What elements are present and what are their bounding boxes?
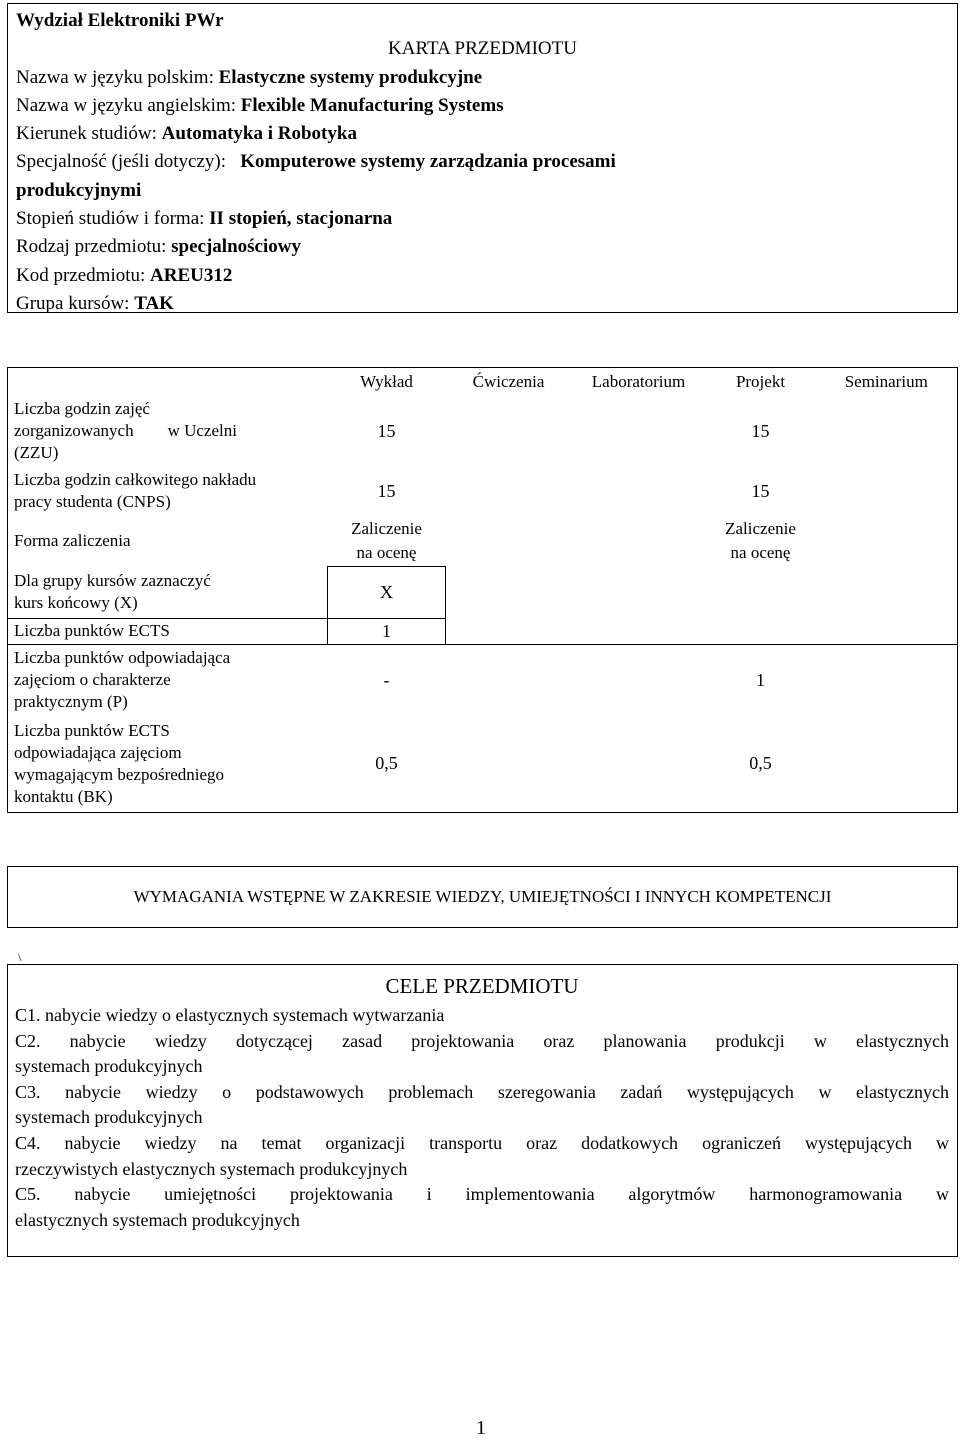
row-label — [8, 566, 328, 618]
row-label-line: Liczba godzin całkowitego nakładu — [14, 470, 257, 489]
header-value: produkcyjnymi — [16, 179, 142, 201]
header-label: Grupa kursów: — [16, 292, 135, 314]
row-label — [8, 644, 328, 716]
row-label-line: zorganizowanych w Uczelni — [14, 421, 237, 440]
table-cell — [446, 716, 572, 812]
page-number: 1 — [476, 1417, 486, 1439]
row-label-line: praktycznym (P) — [14, 692, 128, 712]
header-row-specialty — [16, 148, 949, 176]
goal-line: systemach produkcyjnych — [15, 1056, 203, 1077]
table-cell: 1 — [706, 644, 816, 716]
row-label-line: (ZZU) — [14, 443, 59, 462]
header-label: Stopień studiów i forma: — [16, 208, 210, 230]
table-cell — [572, 618, 706, 644]
header-label: Nazwa w języku angielskim: — [16, 94, 241, 116]
table-row — [8, 716, 958, 812]
row-label — [8, 716, 328, 812]
row-label — [8, 516, 328, 566]
table-cell: 0,5 — [328, 716, 446, 812]
goal-item — [15, 1029, 949, 1080]
header-label: Kierunek studiów: — [16, 123, 162, 145]
table-cell: Zaliczenie na ocenę — [725, 519, 796, 562]
table-cell — [572, 466, 706, 516]
header-row-specialty-cont — [16, 177, 949, 205]
row-label — [8, 396, 328, 466]
table-row — [8, 644, 958, 716]
table-cell — [446, 618, 572, 644]
header-value: Automatyka i Robotyka — [161, 123, 357, 145]
header-value: specjalnościowy — [171, 236, 301, 258]
requirements-title: WYMAGANIA WSTĘPNE W ZAKRESIE WIEDZY, UMIEJĘTNOŚCI I INNYCH KOMPETENCJI — [133, 887, 832, 906]
table-cell — [816, 396, 958, 466]
column-header: Seminarium — [816, 368, 958, 397]
table-cell — [816, 716, 958, 812]
table-cell — [446, 566, 572, 618]
row-label-line: Liczba godzin zajęć — [14, 399, 150, 418]
row-label-line: Liczba punktów ECTS — [14, 720, 170, 740]
table-row — [8, 566, 958, 618]
row-label-line: Forma zaliczenia — [14, 531, 131, 550]
table-cell — [816, 566, 958, 618]
goal-item — [15, 1131, 949, 1182]
header-value: Komputerowe systemy zarządzania procesami — [240, 151, 616, 173]
table-cell: Zaliczenie na ocenę — [351, 518, 422, 562]
header-value: TAK — [134, 292, 174, 314]
row-label-line: pracy studenta (CNPS) — [14, 492, 171, 511]
row-label-line: wymagającym bezpośredniego — [14, 764, 225, 784]
table-cell — [572, 716, 706, 812]
table-row — [8, 466, 958, 516]
table-cell — [446, 396, 572, 466]
faculty-title: Wydział Elektroniki PWr — [16, 10, 224, 31]
table-row — [8, 396, 958, 466]
row-label-line: zajęciom o charakterze — [14, 670, 171, 690]
row-label-line: kontaktu (BK) — [14, 786, 113, 806]
header-value: Flexible Manufacturing Systems — [240, 94, 504, 116]
table-row — [8, 618, 958, 644]
row-label-line: Liczba punktów ECTS — [14, 621, 170, 640]
table-cell: X — [328, 566, 446, 618]
table-cell: 15 — [377, 480, 396, 501]
row-label-line: Liczba punktów odpowiadająca — [14, 648, 231, 668]
header-value: Elastyczne systemy produkcyjne — [218, 66, 483, 88]
course-goals-box — [7, 964, 958, 1257]
goal-item — [15, 1182, 949, 1233]
goal-line: C1. nabycie wiedzy o elastycznych systemach wytwarzania — [15, 1005, 445, 1025]
row-label — [8, 466, 328, 516]
goal-item — [15, 1080, 949, 1131]
table-cell — [816, 618, 958, 644]
goal-line: C4. nabycie wiedzy na temat organizacji transportu oraz dodatkowych ograniczeń występujących w — [15, 1132, 949, 1153]
table-cell — [446, 516, 572, 566]
header-value: AREU312 — [150, 264, 233, 286]
header-row-group — [16, 290, 949, 318]
row-label-line: odpowiadająca zajęciom — [14, 742, 182, 762]
requirements-box — [7, 866, 958, 928]
table-cell — [816, 644, 958, 716]
table-cell — [446, 644, 572, 716]
header-label: Specjalność (jeśli dotyczy): — [16, 151, 241, 173]
row-label-line: Dla grupy kursów zaznaczyć — [14, 570, 211, 590]
header-row-type — [16, 233, 949, 261]
goal-line: C5. nabycie umiejętności projektowania i implementowania algorytmów harmonogramowania w — [15, 1184, 949, 1205]
stray-mark: \ — [18, 950, 22, 964]
goal-line: systemach produkcyjnych — [15, 1107, 203, 1128]
header-label: Kod przedmiotu: — [16, 264, 151, 286]
table-cell: 1 — [328, 618, 446, 644]
column-header: Ćwiczenia — [446, 368, 572, 397]
card-title: KARTA PRZEDMIOTU — [388, 38, 577, 60]
table-cell — [572, 396, 706, 466]
course-header-box — [7, 3, 958, 313]
table-cell: 0,5 — [706, 716, 816, 812]
goals-title: CELE PRZEDMIOTU — [385, 974, 579, 998]
row-label — [8, 618, 328, 644]
table-cell — [572, 516, 706, 566]
table-cell — [816, 466, 958, 516]
goal-item — [15, 1003, 949, 1029]
goal-line: elastycznych systemach produkcyjnych — [15, 1209, 300, 1230]
row-label-line: kurs końcowy (X) — [14, 592, 138, 612]
table-cell — [446, 466, 572, 516]
table-cell: - — [328, 644, 446, 716]
table-cell: 15 — [751, 480, 770, 501]
goal-line: rzeczywistych elastycznych systemach produkcyjnych — [15, 1158, 408, 1179]
column-header: Projekt — [706, 368, 816, 397]
header-value: II stopień, stacjonarna — [209, 208, 393, 230]
goal-line: C2. nabycie wiedzy dotyczącej zasad projektowania oraz planowania produkcji w elastycznych — [15, 1030, 949, 1051]
header-row-field — [16, 120, 949, 148]
table-cell — [816, 516, 958, 566]
header-label: Nazwa w języku polskim: — [16, 66, 219, 88]
header-row-code — [16, 262, 949, 290]
goal-line: C3. nabycie wiedzy o podstawowych problemach szeregowania zadań występujących w elastycznych — [15, 1081, 949, 1102]
header-label: Rodzaj przedmiotu: — [16, 236, 172, 258]
table-cell — [706, 566, 816, 618]
header-row-level — [16, 205, 949, 233]
hours-table — [7, 367, 958, 813]
table-cell: 15 — [377, 420, 396, 441]
column-header: Wykład — [328, 368, 446, 397]
table-cell — [706, 618, 816, 644]
table-cell — [572, 566, 706, 618]
table-cell: 15 — [751, 420, 770, 441]
table-row — [8, 516, 958, 566]
table-cell — [572, 644, 706, 716]
header-row-english-name — [16, 92, 949, 120]
table-corner — [8, 368, 328, 397]
header-row-polish-name — [16, 64, 949, 92]
column-header: Laboratorium — [572, 368, 706, 397]
